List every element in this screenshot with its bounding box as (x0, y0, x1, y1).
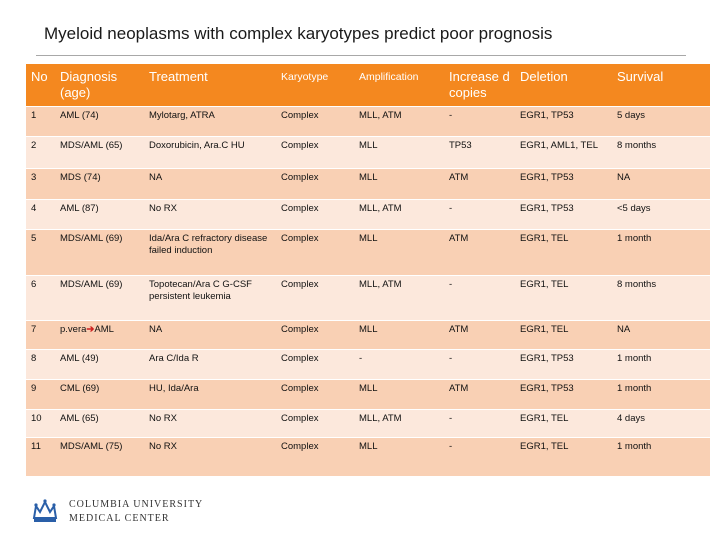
cell-diagnosis: AML (65) (55, 410, 144, 438)
table-row (26, 321, 710, 350)
cell-amplification: MLL (354, 137, 444, 169)
cell-karyotype: Complex (276, 438, 354, 476)
cell-diagnosis: AML (74) (55, 107, 144, 137)
cell-treatment: Ida/Ara C refractory disease failed induction (144, 230, 276, 276)
table-row (26, 230, 710, 276)
table-row (26, 380, 710, 410)
cell-increased-copies: - (444, 276, 515, 321)
table-row (26, 350, 710, 380)
cell-deletion: EGR1, TP53 (515, 107, 612, 137)
cell-survival: NA (612, 321, 710, 350)
cell-deletion: EGR1, TEL (515, 438, 612, 476)
header-treatment: Treatment (144, 64, 276, 107)
cell-survival: 8 months (612, 137, 710, 169)
cell-survival: <5 days (612, 200, 710, 230)
karyotype-table (26, 63, 710, 476)
cell-treatment: HU, Ida/Ara (144, 380, 276, 410)
cell-deletion: EGR1, TP53 (515, 380, 612, 410)
cell-diagnosis: AML (49) (55, 350, 144, 380)
cell-survival: 8 months (612, 276, 710, 321)
arrow-right-icon: ➔ (86, 324, 95, 335)
header-survival: Survival (612, 64, 710, 107)
cell-treatment: No RX (144, 410, 276, 438)
cell-karyotype: Complex (276, 321, 354, 350)
cell-karyotype: Complex (276, 350, 354, 380)
cell-treatment: Topotecan/Ara C G-CSF persistent leukemia (144, 276, 276, 321)
cell-deletion: EGR1, TEL (515, 321, 612, 350)
cell-karyotype: Complex (276, 380, 354, 410)
cell-increased-copies: - (444, 410, 515, 438)
cell-amplification: MLL, ATM (354, 410, 444, 438)
cell-treatment: NA (144, 169, 276, 200)
cell-survival: 1 month (612, 380, 710, 410)
logo-medical-center: MEDICAL CENTER (69, 513, 170, 524)
cell-diagnosis: MDS/AML (69) (55, 230, 144, 276)
cell-deletion: EGR1, TEL (515, 276, 612, 321)
cell-karyotype: Complex (276, 169, 354, 200)
cell-amplification: MLL (354, 438, 444, 476)
table-row (26, 410, 710, 438)
cell-increased-copies: ATM (444, 321, 515, 350)
crown-icon (30, 496, 60, 526)
cell-no: 5 (26, 230, 55, 276)
cell-no: 8 (26, 350, 55, 380)
cell-amplification: MLL, ATM (354, 276, 444, 321)
table-row (26, 200, 710, 230)
cell-survival: 1 month (612, 350, 710, 380)
table-row (26, 438, 710, 476)
cell-increased-copies: - (444, 350, 515, 380)
cell-increased-copies: - (444, 438, 515, 476)
cell-deletion: EGR1, TEL (515, 410, 612, 438)
cell-deletion: EGR1, TEL (515, 230, 612, 276)
cell-no: 7 (26, 321, 55, 350)
cell-no: 9 (26, 380, 55, 410)
table-row (26, 137, 710, 169)
cell-diagnosis (55, 321, 144, 350)
cell-no: 1 (26, 107, 55, 137)
cell-treatment: Doxorubicin, Ara.C HU (144, 137, 276, 169)
table-row (26, 107, 710, 137)
cell-deletion: EGR1, TP53 (515, 169, 612, 200)
header-diagnosis: Diagnosis (age) (55, 64, 144, 107)
cell-treatment: Ara C/Ida R (144, 350, 276, 380)
cell-amplification: MLL (354, 169, 444, 200)
cell-survival: NA (612, 169, 710, 200)
cell-no: 11 (26, 438, 55, 476)
cell-no: 6 (26, 276, 55, 321)
cell-increased-copies: ATM (444, 380, 515, 410)
cell-treatment: Mylotarg, ATRA (144, 107, 276, 137)
cell-increased-copies: ATM (444, 230, 515, 276)
cell-increased-copies: - (444, 200, 515, 230)
cell-treatment: No RX (144, 438, 276, 476)
cell-diagnosis: MDS (74) (55, 169, 144, 200)
cell-amplification: MLL (354, 321, 444, 350)
cell-survival: 5 days (612, 107, 710, 137)
diagnosis-origin: p.vera (60, 324, 87, 335)
cell-amplification: MLL, ATM (354, 107, 444, 137)
title-divider (36, 55, 686, 56)
slide-title: Myeloid neoplasms with complex karyotypes predict poor prognosis (44, 24, 553, 43)
columbia-logo (30, 496, 220, 530)
cell-treatment: NA (144, 321, 276, 350)
cell-treatment: No RX (144, 200, 276, 230)
cell-deletion: EGR1, TP53 (515, 200, 612, 230)
cell-no: 10 (26, 410, 55, 438)
cell-amplification: MLL (354, 380, 444, 410)
cell-amplification: - (354, 350, 444, 380)
cell-diagnosis: MDS/AML (65) (55, 137, 144, 169)
cell-no: 3 (26, 169, 55, 200)
cell-karyotype: Complex (276, 137, 354, 169)
cell-no: 4 (26, 200, 55, 230)
table-row (26, 169, 710, 200)
cell-no: 2 (26, 137, 55, 169)
cell-amplification: MLL (354, 230, 444, 276)
cell-increased-copies: - (444, 107, 515, 137)
cell-increased-copies: TP53 (444, 137, 515, 169)
cell-survival: 4 days (612, 410, 710, 438)
logo-university-name: COLUMBIA UNIVERSITY (69, 499, 204, 510)
cell-amplification: MLL, ATM (354, 200, 444, 230)
cell-diagnosis: MDS/AML (69) (55, 276, 144, 321)
header-karyotype: Karyotype (276, 64, 354, 107)
cell-diagnosis: CML (69) (55, 380, 144, 410)
cell-karyotype: Complex (276, 200, 354, 230)
header-deletion: Deletion (515, 64, 612, 107)
diagnosis-result: AML (94, 324, 114, 335)
cell-karyotype: Complex (276, 230, 354, 276)
cell-diagnosis: MDS/AML (75) (55, 438, 144, 476)
cell-diagnosis: AML (87) (55, 200, 144, 230)
header-increased-copies: Increase d copies (444, 64, 515, 107)
cell-increased-copies: ATM (444, 169, 515, 200)
cell-deletion: EGR1, TP53 (515, 350, 612, 380)
cell-survival: 1 month (612, 438, 710, 476)
header-no: No (26, 64, 55, 107)
cell-deletion: EGR1, AML1, TEL (515, 137, 612, 169)
header-amplification: Amplification (354, 64, 444, 107)
table-header-row (26, 64, 710, 107)
cell-karyotype: Complex (276, 276, 354, 321)
table-row (26, 276, 710, 321)
cell-karyotype: Complex (276, 410, 354, 438)
cell-survival: 1 month (612, 230, 710, 276)
cell-karyotype: Complex (276, 107, 354, 137)
